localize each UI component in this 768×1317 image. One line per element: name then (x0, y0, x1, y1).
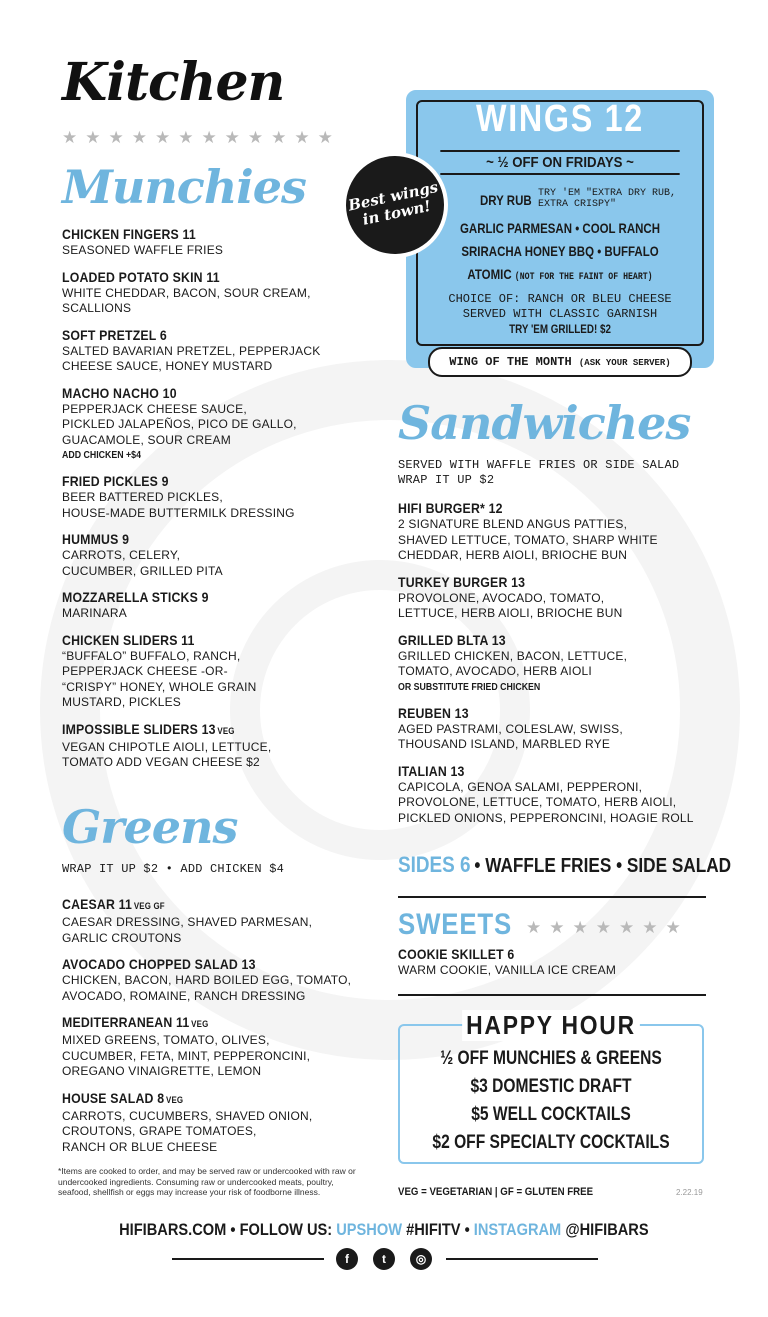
divider (398, 896, 706, 898)
item-description: CAESAR DRESSING, SHAVED PARMESAN, GARLIC CROUTONS (62, 915, 313, 945)
twitter-icon[interactable]: t (373, 1248, 395, 1270)
divider (398, 994, 706, 996)
item-description: SALTED BAVARIAN PRETZEL, PEPPERJACK CHEESE SAUCE, HONEY MUSTARD (62, 343, 321, 373)
sides-line (398, 852, 731, 878)
menu-item-chicken-fingers (62, 226, 382, 259)
menu-item-macho-nacho (62, 385, 382, 464)
item-name: CHICKEN SLIDERS 11 (62, 631, 195, 648)
item-description: PEPPERJACK CHEESE SAUCE, PICKLED JALAPEÑOS, PICO DE GALLO, GUACAMOLE, SOUR CREAM (62, 401, 297, 447)
greens-subtitle: WRAP IT UP $2 • ADD CHICKEN $4 (62, 862, 285, 876)
menu-item-hummus (62, 531, 382, 579)
footer-separator: • (230, 1220, 236, 1239)
item-name: MACHO NACHO 10 (62, 384, 177, 401)
item-name: HOUSE SALAD 8 (62, 1089, 165, 1106)
menu-item-turkey-burger (398, 574, 718, 622)
item-description: “BUFFALO” BUFFALO, RANCH, PEPPERJACK CHEESE -OR- “CRISPY” HONEY, WHOLE GRAIN MUSTARD, PICKLES (62, 648, 257, 709)
sweets-stars: ★★★★★★★ (526, 918, 689, 937)
munchies-list (62, 226, 382, 781)
instagram-handle[interactable]: @HIFIBARS (565, 1220, 649, 1239)
menu-item-cookie-skillet (398, 946, 718, 979)
menu-date: 2.22.19 (676, 1188, 703, 1197)
facebook-icon[interactable]: f (336, 1248, 358, 1270)
wings-flavors-line-3: SRIRACHA HONEY BBQ • BUFFALO (461, 243, 659, 259)
happy-hour-line: $2 OFF SPECIALTY COCKTAILS (432, 1132, 670, 1153)
wings-atomic (437, 266, 683, 283)
item-description: MIXED GREENS, TOMATO, OLIVES, CUCUMBER, FETA, MINT, PEPPERONCINI, OREGANO VINAIGRETTE, LEMON (62, 1033, 311, 1078)
item-name: AVOCADO CHOPPED SALAD 13 (62, 956, 256, 972)
instagram-icon[interactable]: ◎ (410, 1248, 432, 1270)
happy-hour-title: HAPPY HOUR (462, 1010, 640, 1041)
footer-separator: • (464, 1220, 470, 1239)
item-name: GRILLED BLTA 13 (398, 631, 506, 648)
footer-links (0, 1220, 768, 1240)
item-description: GRILLED CHICKEN, BACON, LETTUCE, TOMATO, AVOCADO, HERB AIOLI (398, 648, 628, 678)
item-tag: VEG GF (133, 901, 165, 911)
menu-item-avocado-chopped-salad (62, 956, 382, 1004)
menu-item-loaded-potato-skin (62, 269, 382, 317)
hifitv-hashtag[interactable]: #HIFITV (406, 1220, 461, 1239)
item-note: OR SUBSTITUTE FRIED CHICKEN (398, 681, 541, 693)
greens-list (62, 896, 382, 1165)
item-name: HUMMUS 9 (62, 531, 130, 547)
item-description: SEASONED WAFFLE FRIES (62, 243, 224, 257)
item-description: CARROTS, CELERY, CUCUMBER, GRILLED PITA (62, 548, 223, 578)
item-name: SOFT PRETZEL 6 (62, 326, 167, 343)
menu-item-hifi-burger (398, 500, 718, 564)
item-description: CHICKEN, BACON, HARD BOILED EGG, TOMATO, AVOCADO, ROMAINE, RANCH DRESSING (62, 973, 352, 1003)
menu-item-reuben (398, 705, 718, 753)
item-name: COOKIE SKILLET 6 (398, 946, 515, 962)
item-description: PROVOLONE, AVOCADO, TOMATO, LETTUCE, HERB AIOLI, BRIOCHE BUN (398, 590, 623, 620)
wings-flavors-line-2: GARLIC PARMESAN • COOL RANCH (459, 220, 661, 236)
wotm-label: WING OF THE MONTH (449, 355, 572, 369)
menu-item-house-salad (62, 1090, 382, 1156)
item-name: MEDITERRANEAN 11 (62, 1014, 190, 1030)
munchies-title: Munchies (62, 160, 306, 214)
item-tag: VEG (166, 1094, 184, 1105)
sweets-title: SWEETS (398, 908, 513, 941)
menu-item-italian (398, 763, 718, 827)
item-name: CAESAR 11 (62, 896, 133, 912)
item-name: ITALIAN 13 (398, 762, 465, 779)
item-name: LOADED POTATO SKIN 11 (62, 268, 220, 285)
header-stars: ★★★★★★★★★★★★ (62, 128, 341, 147)
sweets-list (398, 946, 718, 989)
item-note: ADD CHICKEN +$4 (62, 450, 141, 461)
wings-choice: CHOICE OF: RANCH OR BLEU CHEESE SERVED WITH CLASSIC GARNISH (448, 292, 672, 321)
happy-hour-line: $3 DOMESTIC DRAFT (470, 1076, 632, 1097)
food-safety-disclaimer: *Items are cooked to order, and may be served raw or undercooked with raw or undercooked ingredients. Consuming raw or undercooked meats, poultry, seafood, shellfish or eggs may increase your risk of foodborne illness. (58, 1166, 356, 1197)
happy-hour-line: $5 WELL COCKTAILS (471, 1104, 631, 1125)
dry-rub-label: DRY RUB (480, 192, 532, 208)
item-name: FRIED PICKLES 9 (62, 473, 169, 489)
wing-of-the-month (428, 347, 692, 377)
menu-item-grilled-blta (398, 632, 718, 695)
menu-item-chicken-sliders (62, 632, 382, 711)
dry-rub-note: TRY 'EM "EXTRA DRY RUB, EXTRA CRISPY" (538, 188, 677, 210)
diet-legend: VEG = VEGETARIAN | GF = GLUTEN FREE (398, 1186, 594, 1198)
footer-rule-left (172, 1258, 324, 1260)
menu-item-impossible-sliders (62, 721, 382, 771)
item-description: WHITE CHEDDAR, BACON, SOUR CREAM, SCALLIONS (62, 285, 311, 315)
sides-label: SIDES 6 (398, 852, 471, 877)
website-link[interactable]: HIFIBARS.COM (119, 1220, 227, 1239)
item-description: 2 SIGNATURE BLEND ANGUS PATTIES, SHAVED LETTUCE, TOMATO, SHARP WHITE CHEDDAR, HERB AIOLI, BRIOCHE BUN (398, 517, 658, 562)
sandwiches-subtitle: SERVED WITH WAFFLE FRIES OR SIDE SALAD WRAP IT UP $2 (398, 458, 680, 487)
wings-subtitle: ~ ½ OFF ON FRIDAYS ~ (440, 150, 679, 175)
item-description: BEER BATTERED PICKLES, HOUSE-MADE BUTTERMILK DRESSING (62, 490, 295, 520)
item-name: CHICKEN FINGERS 11 (62, 226, 196, 242)
greens-title: Greens (62, 800, 238, 854)
item-description: WARM COOKIE, VANILLA ICE CREAM (398, 963, 617, 977)
item-name: IMPOSSIBLE SLIDERS 13 (62, 720, 216, 737)
kitchen-title: Kitchen (62, 52, 285, 113)
item-name: REUBEN 13 (398, 704, 469, 721)
item-name: TURKEY BURGER 13 (398, 573, 526, 590)
menu-item-caesar (62, 896, 382, 946)
item-description: VEGAN CHIPOTLE AIOLI, LETTUCE, TOMATO ADD VEGAN CHEESE $2 (62, 739, 272, 769)
atomic-note: (NOT FOR THE FAINT OF HEART) (514, 272, 653, 283)
menu-item-mozzarella-sticks (62, 589, 382, 622)
upshow-label: UPSHOW (336, 1220, 403, 1239)
menu-item-mediterranean (62, 1014, 382, 1080)
item-name: MOZZARELLA STICKS 9 (62, 589, 209, 605)
follow-us-label: FOLLOW US: (239, 1220, 333, 1239)
happy-hour-box (398, 1010, 704, 1164)
happy-hour-line: ½ OFF MUNCHIES & GREENS (440, 1048, 662, 1069)
wotm-note: (ASK YOUR SERVER) (578, 358, 671, 368)
wings-title: WINGS 12 (476, 98, 644, 140)
menu-item-soft-pretzel (62, 327, 382, 375)
sandwiches-title: Sandwiches (398, 396, 691, 450)
instagram-label: INSTAGRAM (473, 1220, 562, 1239)
item-description: CARROTS, CUCUMBERS, SHAVED ONION, CROUTONS, GRAPE TOMATOES, RANCH OR BLUE CHEESE (62, 1108, 313, 1154)
item-description: AGED PASTRAMI, COLESLAW, SWISS, THOUSAND ISLAND, MARBLED RYE (398, 721, 623, 751)
item-tag: VEG (217, 725, 235, 736)
item-tag: VEG (191, 1019, 209, 1029)
item-description: CAPICOLA, GENOA SALAMI, PEPPERONI, PROVOLONE, LETTUCE, TOMATO, HERB AIOLI, PICKLED ONIONS, PEPPERONCINI, HOAGIE ROLL (398, 779, 694, 825)
item-description: MARINARA (62, 606, 127, 620)
sandwiches-list (398, 500, 718, 836)
item-name: HIFI BURGER* 12 (398, 500, 503, 516)
wings-box (406, 90, 714, 368)
menu-item-fried-pickles (62, 473, 382, 521)
atomic-label: ATOMIC (467, 266, 512, 282)
wings-grilled: TRY 'EM GRILLED! $2 (509, 322, 611, 336)
best-wings-badge: Best wings in town! (337, 147, 453, 263)
sides-options: • WAFFLE FRIES • SIDE SALAD (474, 855, 732, 877)
footer-rule-right (446, 1258, 598, 1260)
